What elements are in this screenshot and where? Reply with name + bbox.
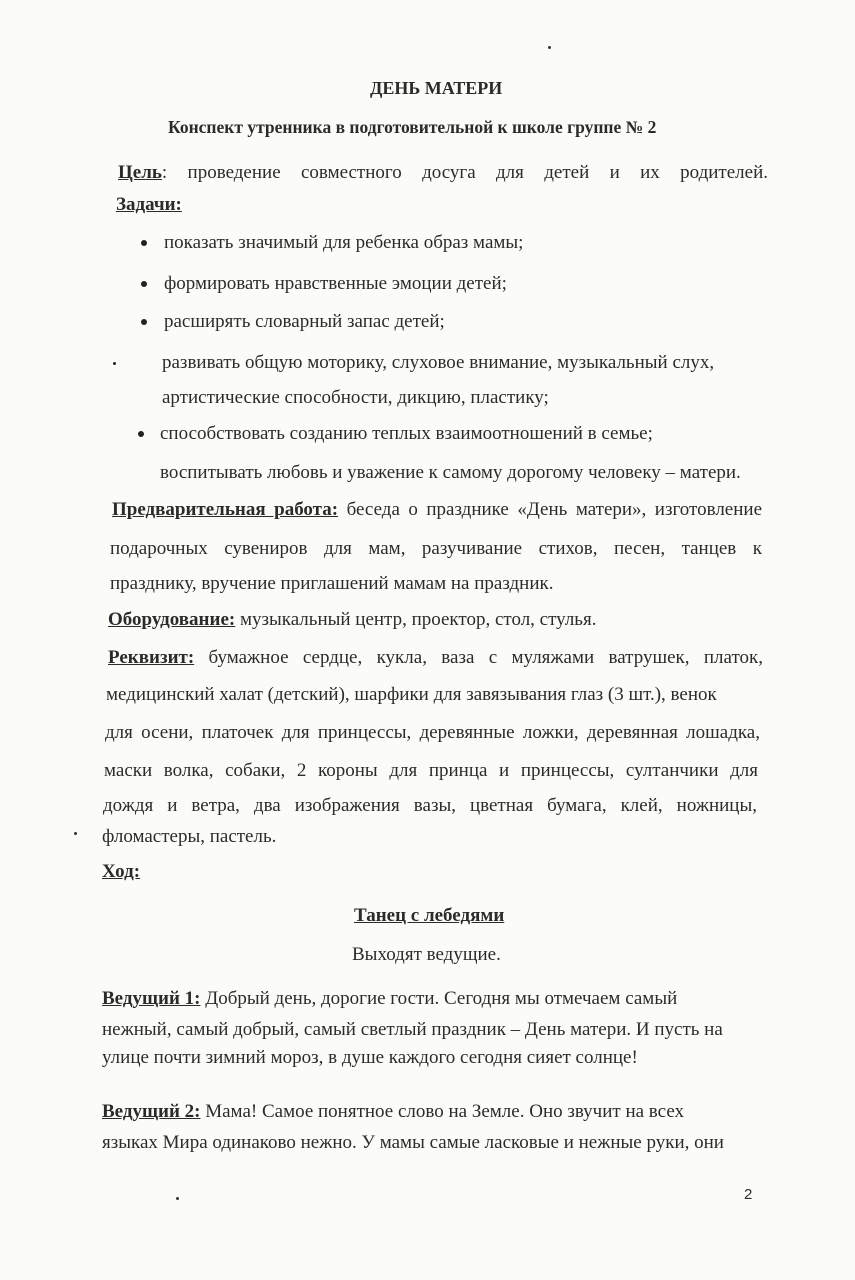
host2-label: Ведущий 2: xyxy=(102,1101,201,1122)
preliminary-line xyxy=(112,499,762,521)
props-line: для осени, платочек для принцессы, деревянные ложки, деревянная лошадка, xyxy=(105,722,760,743)
props-line: медицинский халат (детский), шарфики для завязывания глаз (3 шт.), венок xyxy=(106,684,717,705)
task-item: способствовать созданию теплых взаимоотношений в семье; xyxy=(160,423,653,444)
host1-line: улице почти зимний мороз, в душе каждого сегодня сияет солнце! xyxy=(102,1047,638,1068)
equipment-label: Оборудование: xyxy=(108,609,236,630)
stage-direction: Выходят ведущие. xyxy=(352,944,501,965)
props-line: дождя и ветра, два изображения вазы, цветная бумага, клей, ножницы, xyxy=(103,795,757,816)
bullet-icon xyxy=(141,240,147,246)
props-line: фломастеры, пастель. xyxy=(102,826,277,847)
scene-title: Танец с лебедями xyxy=(354,905,505,926)
task-item: воспитывать любовь и уважение к самому дорогому человеку – матери. xyxy=(160,462,741,483)
props-line: маски волка, собаки, 2 короны для принца и принцессы, султанчики для xyxy=(104,760,758,781)
host1-line: нежный, самый добрый, самый светлый праздник – День матери. И пусть на xyxy=(102,1019,723,1040)
page-number: 2 xyxy=(744,1186,753,1203)
task-item: показать значимый для ребенка образ мамы; xyxy=(164,232,524,253)
preliminary-text: беседа о празднике «День матери», изготовление xyxy=(338,499,763,520)
preliminary-label: Предварительная работа: xyxy=(112,499,339,520)
host2-text: Мама! Самое понятное слово на Земле. Оно звучит на всех xyxy=(200,1101,685,1122)
task-item: расширять словарный запас детей; xyxy=(164,311,445,332)
props-label: Реквизит: xyxy=(108,647,195,668)
tasks-label: Задачи: xyxy=(116,194,182,215)
host2-line xyxy=(102,1101,684,1123)
goal-text: : проведение совместного досуга для детей и их родителей. xyxy=(161,162,768,183)
host1-label: Ведущий 1: xyxy=(102,988,201,1009)
host1-line xyxy=(102,988,677,1010)
host1-text: Добрый день, дорогие гости. Сегодня мы отмечаем самый xyxy=(200,988,678,1009)
props-text: бумажное сердце, кукла, ваза с муляжами ватрушек, платок, xyxy=(194,647,763,668)
equipment-text: музыкальный центр, проектор, стол, стулья. xyxy=(235,609,597,630)
equipment-line xyxy=(108,609,596,631)
bullet-icon xyxy=(138,431,144,437)
scan-speck xyxy=(74,832,77,835)
bullet-icon xyxy=(141,281,147,287)
scan-speck xyxy=(176,1197,179,1200)
document-subtitle: Конспект утренника в подготовительной к школе группе № 2 xyxy=(168,117,657,137)
goal-line xyxy=(118,162,768,184)
bullet-icon xyxy=(141,319,147,325)
props-line xyxy=(108,647,763,669)
course-label: Ход: xyxy=(102,861,141,882)
host2-line: языках Мира одинаково нежно. У мамы самые ласковые и нежные руки, они xyxy=(102,1132,724,1153)
document-title: ДЕНЬ МАТЕРИ xyxy=(370,78,503,98)
preliminary-line: празднику, вручение приглашений мамам на праздник. xyxy=(110,573,554,594)
preliminary-line: подарочных сувениров для мам, разучивание стихов, песен, танцев к xyxy=(110,538,762,559)
scan-speck xyxy=(548,46,551,49)
bullet-icon xyxy=(113,362,116,365)
task-item-continuation: артистические способности, дикцию, пластику; xyxy=(162,387,549,408)
goal-label: Цель xyxy=(118,162,162,183)
task-item: развивать общую моторику, слуховое внимание, музыкальный слух, xyxy=(162,352,715,373)
task-item: формировать нравственные эмоции детей; xyxy=(164,273,507,294)
